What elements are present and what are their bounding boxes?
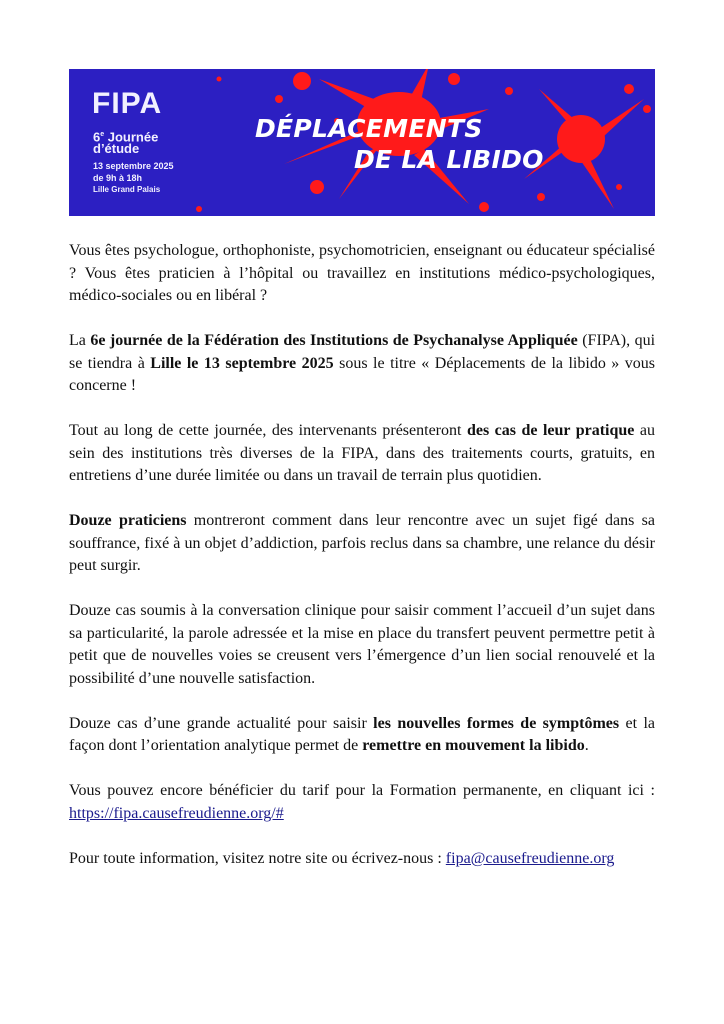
text: sous le titre « Déplacements de la libido » vous concerne ! (69, 354, 655, 394)
paragraph-event-intro (69, 330, 655, 398)
emphasis: les nouvelles formes de symptômes (373, 714, 620, 732)
edition-superscript: e (100, 131, 105, 138)
emphasis: remettre en mouvement la libido (362, 737, 585, 754)
contact-email-link[interactable]: fipa@causefreudienne.org (445, 849, 615, 867)
paragraph-contact (69, 848, 655, 871)
paragraph-clinical-conversation: Douze cas soumis à la conversation clinique pour saisir comment l’accueil d’un sujet dans sa particularité, la parole adressée et la mise en place du transfert peuvent permettre petit à petit que de nouvelles voies se creusent vers l’émergence d’un lien social renouvelé et la possibilité d’une nouvelle satisfaction. (69, 602, 655, 687)
body-text (69, 240, 655, 893)
text: au sein des institutions très diverses de la FIPA, dans des traitements courts, gratuits, en entretiens d’une durée limitée ou dans un travail de terrain plus quotidien. (69, 422, 655, 484)
paragraph-training-fee (69, 780, 655, 825)
emphasis: des cas de leur pratique (466, 422, 635, 439)
fipa-logo: FIPA (92, 87, 163, 120)
event-venue: Lille Grand Palais (93, 185, 161, 194)
paragraph-audience: Vous êtes psychologue, orthophoniste, psychomotricien, enseignant ou éducateur spécialisé ? Vous êtes praticien à l’hôpital ou travaillez en institutions médico-psychologiques, médico-sociales ou en libéral ? (69, 242, 655, 304)
event-hours: de 9h à 18h (93, 173, 143, 183)
paragraph-symptoms (69, 713, 655, 758)
text: (FIPA), qui se tiendra à (69, 332, 656, 372)
text: Douze cas d’une grande actualité pour saisir (69, 714, 374, 732)
text: Tout au long de cette journée, des intervenants présenteront (69, 422, 467, 439)
headline-line-1: DÉPLACEMENTS (255, 114, 483, 143)
text: et la façon dont l’orientation analytique permet de (69, 714, 655, 754)
text: La (69, 332, 91, 349)
event-date: 13 septembre 2025 (93, 161, 174, 171)
text: Vous pouvez encore bénéficier du tarif pour la Formation permanente, en cliquant ici : (69, 782, 655, 799)
text: montreront comment dans leur rencontre avec un sujet figé dans sa souffrance, fixé à un objet d’addiction, parfois reclus dans sa chambre, une relance du désir peut surgir. (69, 512, 656, 574)
headline-line-2: DE LA LIBIDO (354, 145, 544, 174)
text: . (584, 737, 589, 754)
paragraph-practitioners (69, 510, 655, 578)
text: Pour toute information, visitez notre site ou écrivez-nous : (69, 849, 446, 867)
event-banner (69, 69, 655, 216)
edition-word: Journée (104, 129, 159, 145)
event-location-date: Lille le 13 septembre 2025 (150, 354, 334, 372)
event-name: 6e journée de la Fédération des Institutions de Psychanalyse Appliquée (90, 332, 578, 349)
edition-subtitle: d’étude (93, 141, 140, 156)
emphasis: Douze praticiens (69, 512, 187, 529)
edition-number: 6 (93, 129, 101, 145)
paragraph-presentations (69, 420, 655, 488)
registration-link[interactable]: https://fipa.causefreudienne.org/# (69, 804, 284, 822)
